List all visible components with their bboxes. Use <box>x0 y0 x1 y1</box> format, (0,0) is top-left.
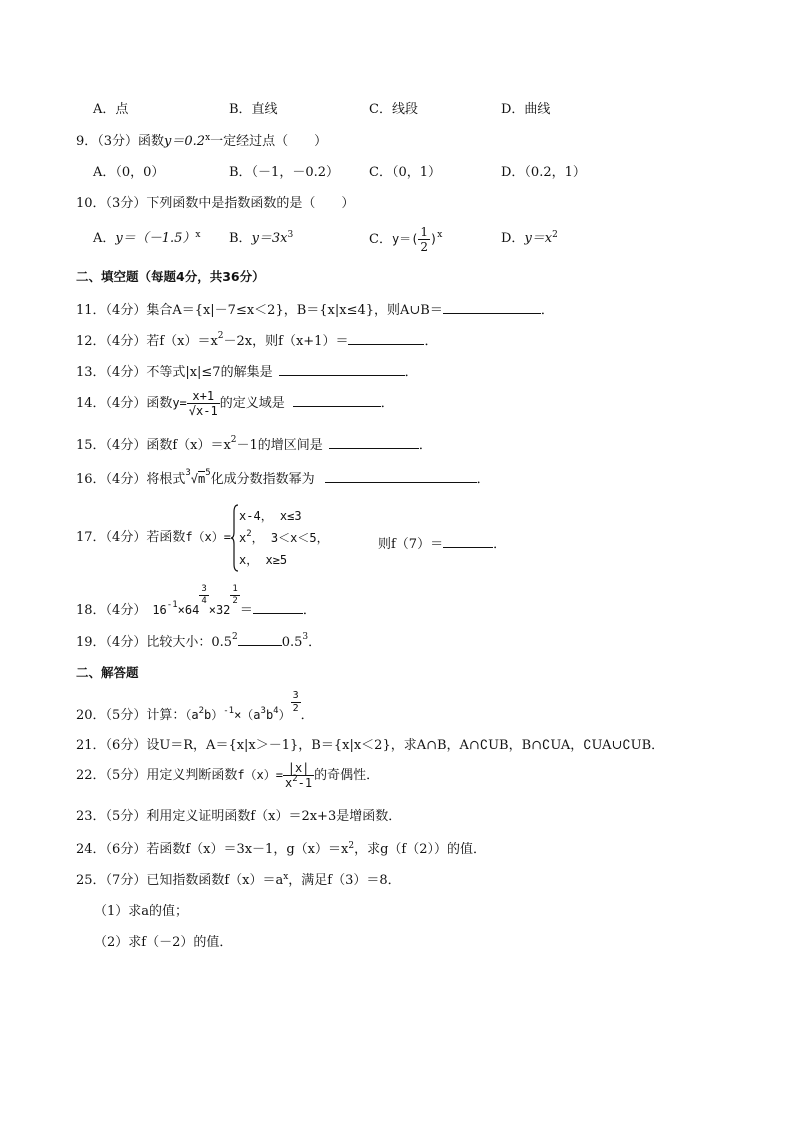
sqrt-icon: √ <box>188 404 197 418</box>
q18-base-1: 16 <box>152 603 167 617</box>
q18-times-2: ×32 <box>208 603 231 617</box>
q14-denominator <box>187 404 220 418</box>
q18-exp-2-den: 4 <box>201 596 207 606</box>
q16-radical <box>185 468 211 486</box>
q25-sub-1: （1）求a的值； <box>94 904 189 919</box>
q10-c-fraction <box>418 225 430 254</box>
q10-d-fn: y＝x <box>524 231 553 246</box>
q14-answer-blank[interactable] <box>293 393 381 407</box>
q19 <box>76 632 321 652</box>
q13-answer-blank[interactable] <box>279 362 405 376</box>
q18-exp-3-num: 1 <box>232 584 238 594</box>
q9-stem <box>76 133 327 151</box>
q16-end: ． <box>476 472 490 487</box>
q10-c-exp: x <box>437 230 443 240</box>
q9-stem-suffix: 一定经过点（ ） <box>210 134 328 149</box>
q20-part-a: （a <box>185 708 199 722</box>
q14-numerator: x+1 <box>187 389 220 404</box>
q10-c-den: 2 <box>420 240 429 254</box>
q15-text-a: 15．（4分）函数f（x）＝x <box>76 438 231 453</box>
q17-case-2-rest: ， 3＜x＜5， <box>251 530 329 545</box>
q14-end: ． <box>380 396 394 411</box>
q12-end: ． <box>424 334 438 349</box>
q17-case-2-exp: 2 <box>246 528 252 539</box>
section-fill-in-title: 二、填空题（每题4分，共36分） <box>76 269 265 284</box>
q24-text-a: 24．（6分）若函数f（x）＝3x－1，g（x）＝x <box>76 842 349 857</box>
q12-answer-blank[interactable] <box>348 331 424 345</box>
q16-radicand: m <box>197 472 206 486</box>
q22-text-b: 的奇偶性． <box>314 768 380 783</box>
q10-d-exp: 2 <box>552 230 558 240</box>
q22 <box>76 757 379 794</box>
q17-case-2-base: x <box>239 530 247 545</box>
brace-icon <box>231 504 239 572</box>
q20-exp-b: -1 <box>223 706 235 716</box>
q10-stem: 10．（3分）下列函数中是指数函数的是（ ） <box>76 196 355 211</box>
q8-option-b: B．直线 <box>229 102 278 117</box>
q11 <box>76 300 554 320</box>
q19-exp-1: 2 <box>232 632 238 642</box>
q9-function: y＝0.2 <box>164 134 206 149</box>
q15 <box>76 435 432 455</box>
q9-option-b: B．（－1，－0.2） <box>229 165 339 180</box>
q17-tail <box>378 534 506 554</box>
q15-text-b: －1的增区间是 <box>236 438 323 453</box>
q20 <box>76 690 314 731</box>
q18-expression <box>152 584 240 617</box>
q17-cases <box>239 505 329 571</box>
q10-c-prefix: C． <box>369 232 392 247</box>
q10-b-prefix: B． <box>229 231 252 246</box>
q22-denominator <box>283 776 314 790</box>
q17-case-3: x， x≥5 <box>239 552 288 567</box>
q22-text-a: 22．（5分）用定义判断函数 <box>76 768 238 783</box>
q20-outer-exp-den: 2 <box>292 703 299 714</box>
q8-option-c: C．线段 <box>369 102 418 117</box>
q15-end: ． <box>418 438 432 453</box>
q25-text-b: ，满足f（3）＝8． <box>288 873 401 888</box>
q20-part-e: ） <box>278 708 291 722</box>
q19-text-a: 19．（4分）比较大小：0.5 <box>76 635 232 650</box>
q18-times-1: ×64 <box>177 603 200 617</box>
q25 <box>76 872 401 890</box>
q10-option-b <box>229 230 293 248</box>
q16-text-b: 化成分数指数幂为 <box>210 472 315 487</box>
q20-part-b: b） <box>203 708 224 722</box>
q18 <box>76 584 316 623</box>
q13-text: 13．（4分）不等式|x|≤7的解集是 <box>76 365 273 380</box>
q24-text-b: ，求g（f（2））的值． <box>354 842 486 857</box>
q17-text-a: 17．（4分）若函数 <box>76 530 186 545</box>
q22-den-base: x <box>285 776 293 790</box>
q25-exp: x <box>283 872 289 882</box>
q17-answer-blank[interactable] <box>443 534 493 548</box>
q19-end: ． <box>308 635 322 650</box>
q15-exp: 2 <box>230 435 237 445</box>
q18-prefix: 18．（4分） <box>76 603 147 618</box>
q20-outer-exp <box>291 690 301 715</box>
q24 <box>76 841 486 859</box>
q20-exp-d: 4 <box>273 706 279 716</box>
q16-root-index: 3 <box>185 468 191 478</box>
q20-exp-c: 3 <box>260 706 266 716</box>
q10-d-prefix: D． <box>501 231 525 246</box>
q9-option-c: C．（0，1） <box>369 165 441 180</box>
q17-end: ． <box>493 537 507 552</box>
q16-text-a: 16．（4分）将根式 <box>76 472 186 487</box>
q24-exp: 2 <box>348 841 355 851</box>
q21: 21．（6分）设U＝R，A＝{x|x＞－1}，B＝{x|x＜2}，求A∩B，A∩∁UB，B∩∁UA，∁UA∪∁UB． <box>76 738 665 753</box>
q14-y: y= <box>172 396 187 410</box>
q17-text-b: 则f（7）＝ <box>378 537 444 552</box>
q16 <box>76 464 490 495</box>
q10-c-fn: y＝( <box>391 232 419 246</box>
q20-outer-exp-num: 3 <box>292 690 299 701</box>
q15-answer-blank[interactable] <box>329 435 419 449</box>
q9-stem-prefix: 9．（3分）函数 <box>76 134 165 149</box>
q12-text-a: 12．（4分）若f（x）＝x <box>76 334 218 349</box>
q10-b-exp: 3 <box>287 230 294 240</box>
q18-exp-2-num: 3 <box>201 584 207 594</box>
q22-den-exp: 2 <box>292 774 298 784</box>
q10-a-exp: x <box>195 230 201 240</box>
q14-radicand: x-1 <box>196 404 218 418</box>
q14-fraction <box>187 389 220 418</box>
q8-option-d: D．曲线 <box>501 102 551 117</box>
section-solution-title: 二、解答题 <box>76 665 139 680</box>
q16-radicand-exp: 5 <box>205 468 211 478</box>
q19-text-b: 0.5 <box>281 635 303 650</box>
q10-option-d <box>501 230 558 248</box>
q14 <box>76 386 394 421</box>
q8-option-a: A．点 <box>93 102 129 117</box>
q18-exp-3 <box>230 584 239 607</box>
q18-end: ． <box>302 603 316 618</box>
q19-answer-blank[interactable] <box>238 632 282 646</box>
q12-text-b: －2x，则f（x+1）＝ <box>223 334 349 349</box>
q10-option-c <box>369 222 442 257</box>
q25-sub-2: （2）求f（－2）的值． <box>94 935 233 950</box>
q20-prefix: 20．（5分）计算： <box>76 708 186 723</box>
q11-answer-blank[interactable] <box>443 300 541 314</box>
q22-numerator: |x| <box>283 761 314 776</box>
q12 <box>76 331 437 351</box>
q17-fx: f（x）= <box>185 530 232 544</box>
q20-exp-a: 2 <box>198 706 204 716</box>
q18-exp-2 <box>199 584 208 607</box>
q18-exp-1: -1 <box>166 600 178 610</box>
q22-den-rest: -1 <box>297 776 313 790</box>
q11-end: ． <box>540 303 554 318</box>
q19-exp-2: 3 <box>302 632 309 642</box>
q10-c-num: 1 <box>420 225 429 239</box>
q20-expression <box>185 690 300 722</box>
q10-b-fn: y＝3x <box>251 231 288 246</box>
q18-eq: ＝ <box>239 603 253 618</box>
q12-exp: 2 <box>217 331 224 341</box>
q22-fx: f（x）= <box>237 768 284 782</box>
q9-exponent: x <box>205 133 211 143</box>
q16-answer-blank[interactable] <box>325 469 477 483</box>
q13 <box>76 362 418 382</box>
sqrt-icon: √ <box>190 472 198 486</box>
q17-case-2 <box>239 527 329 549</box>
q14-text-b: 的定义域是 <box>219 396 285 411</box>
q13-end: ． <box>404 365 418 380</box>
q17 <box>76 503 329 575</box>
q22-fraction <box>283 761 314 790</box>
q10-c-close: ) <box>430 232 438 246</box>
q17-case-1: x-4， x≤3 <box>239 508 302 523</box>
q10-a-fn: y＝（－1.5） <box>115 231 196 246</box>
q20-part-c: ×（a <box>234 708 261 722</box>
q23: 23．（5分）利用定义证明函数f（x）＝2x+3是增函数． <box>76 809 402 824</box>
q9-option-d: D．（0.2，1） <box>501 165 586 180</box>
q9-option-a: A．（0，0） <box>93 165 165 180</box>
q20-part-d: b <box>265 708 274 722</box>
q10-option-a <box>93 230 201 248</box>
q25-text-a: 25．（7分）已知指数函数f（x）＝a <box>76 873 284 888</box>
q11-text: 11．（4分）集合A＝{x|－7≤x＜2}，B＝{x|x≤4}，则A∪B＝ <box>76 303 443 318</box>
q14-text-a: 14．（4分）函数 <box>76 396 173 411</box>
q18-exp-3-den: 2 <box>232 596 238 606</box>
q20-end: ． <box>300 708 314 723</box>
q10-a-prefix: A． <box>93 231 116 246</box>
q18-answer-blank[interactable] <box>253 600 303 614</box>
